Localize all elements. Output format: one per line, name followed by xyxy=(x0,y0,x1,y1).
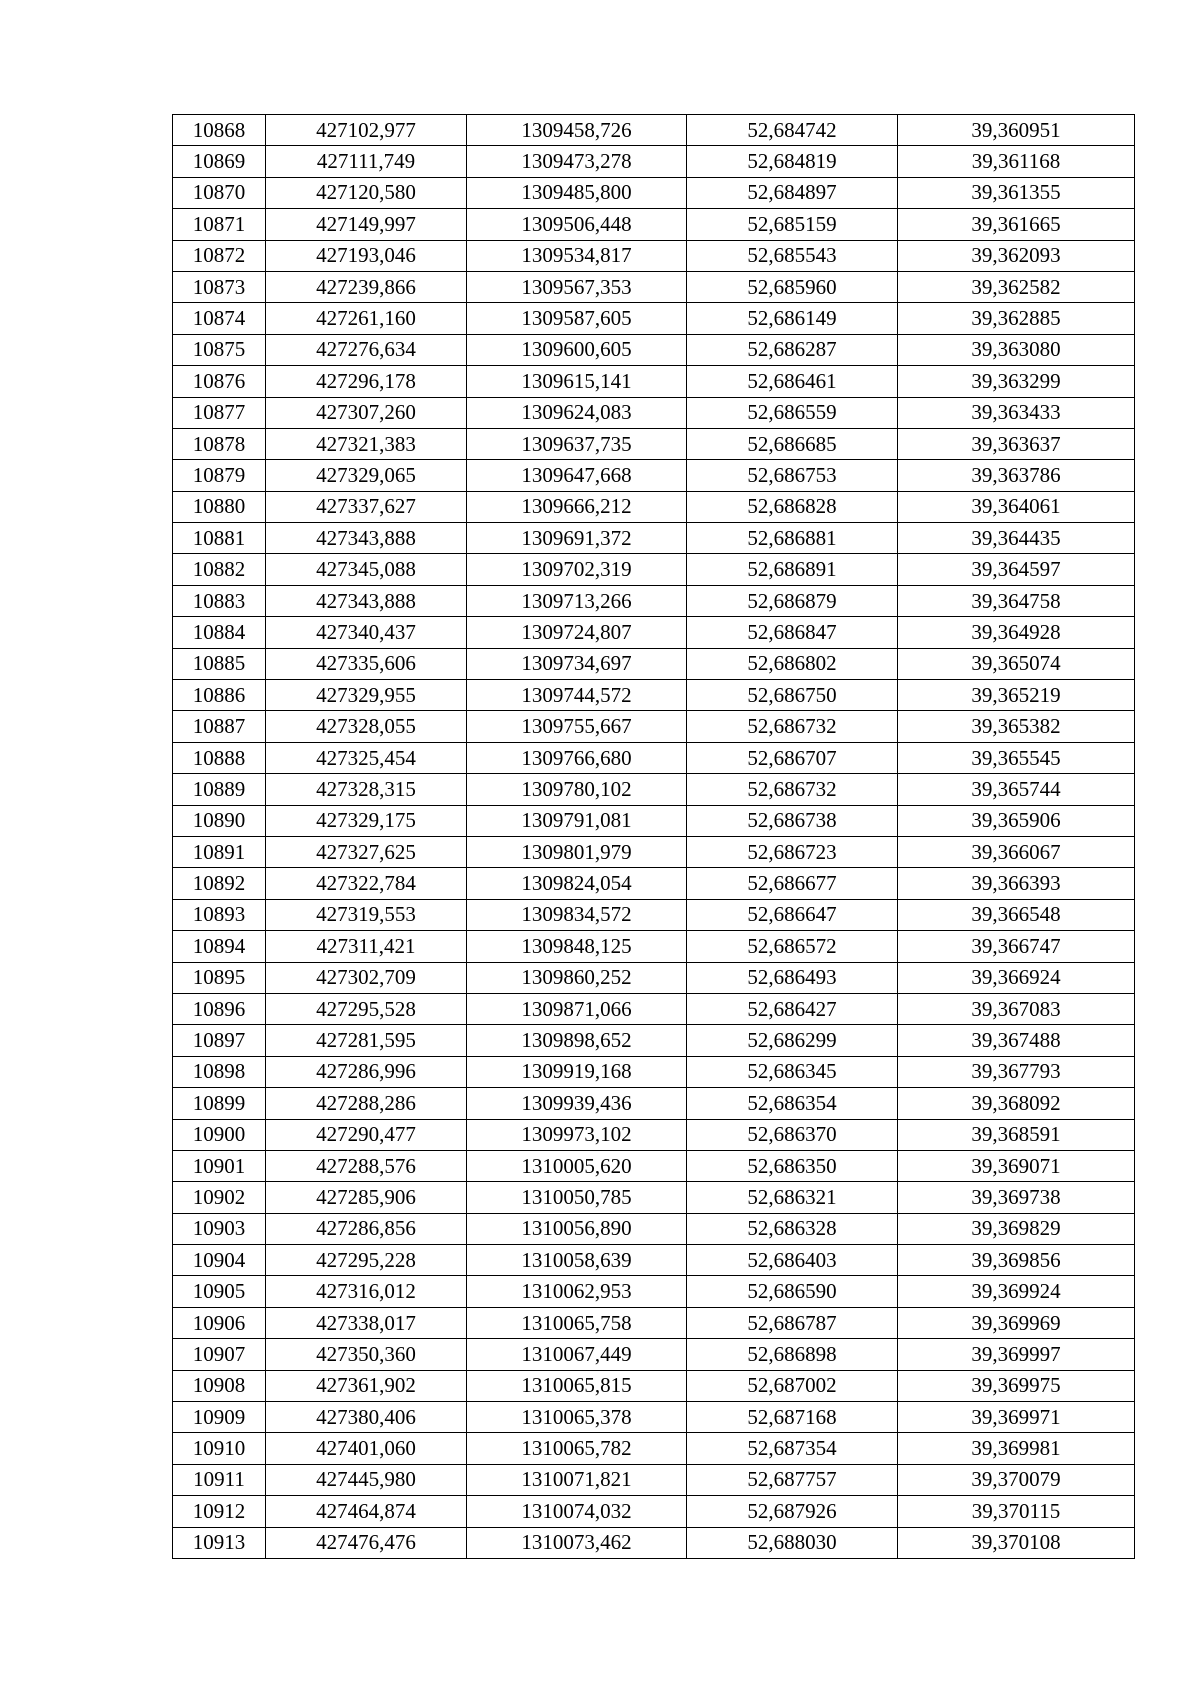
point-number-cell: 10869 xyxy=(173,146,266,177)
y-coordinate-cell: 1310062,953 xyxy=(467,1276,687,1307)
table-row xyxy=(173,1370,1135,1401)
longitude-cell: 39,364758 xyxy=(898,585,1135,616)
y-coordinate-cell: 1309713,266 xyxy=(467,585,687,616)
latitude-cell: 52,686461 xyxy=(687,366,898,397)
y-coordinate-cell: 1310065,758 xyxy=(467,1307,687,1338)
point-number-cell: 10880 xyxy=(173,491,266,522)
latitude-cell: 52,684819 xyxy=(687,146,898,177)
latitude-cell: 52,686787 xyxy=(687,1307,898,1338)
longitude-cell: 39,363299 xyxy=(898,366,1135,397)
x-coordinate-cell: 427328,315 xyxy=(266,774,467,805)
x-coordinate-cell: 427343,888 xyxy=(266,523,467,554)
point-number-cell: 10893 xyxy=(173,899,266,930)
longitude-cell: 39,369969 xyxy=(898,1307,1135,1338)
point-number-cell: 10876 xyxy=(173,366,266,397)
latitude-cell: 52,686881 xyxy=(687,523,898,554)
table-row xyxy=(173,146,1135,177)
latitude-cell: 52,686321 xyxy=(687,1182,898,1213)
longitude-cell: 39,365906 xyxy=(898,805,1135,836)
latitude-cell: 52,685543 xyxy=(687,240,898,271)
longitude-cell: 39,361665 xyxy=(898,209,1135,240)
point-number-cell: 10883 xyxy=(173,585,266,616)
longitude-cell: 39,368092 xyxy=(898,1088,1135,1119)
y-coordinate-cell: 1309791,081 xyxy=(467,805,687,836)
point-number-cell: 10908 xyxy=(173,1370,266,1401)
latitude-cell: 52,685159 xyxy=(687,209,898,240)
y-coordinate-cell: 1309666,212 xyxy=(467,491,687,522)
latitude-cell: 52,686590 xyxy=(687,1276,898,1307)
latitude-cell: 52,686572 xyxy=(687,931,898,962)
longitude-cell: 39,369975 xyxy=(898,1370,1135,1401)
table-row xyxy=(173,1276,1135,1307)
y-coordinate-cell: 1309919,168 xyxy=(467,1056,687,1087)
latitude-cell: 52,686149 xyxy=(687,303,898,334)
table-row xyxy=(173,1527,1135,1558)
x-coordinate-cell: 427111,749 xyxy=(266,146,467,177)
point-number-cell: 10872 xyxy=(173,240,266,271)
y-coordinate-cell: 1310056,890 xyxy=(467,1213,687,1244)
latitude-cell: 52,686738 xyxy=(687,805,898,836)
x-coordinate-cell: 427343,888 xyxy=(266,585,467,616)
y-coordinate-cell: 1309534,817 xyxy=(467,240,687,271)
y-coordinate-cell: 1309691,372 xyxy=(467,523,687,554)
latitude-cell: 52,686707 xyxy=(687,742,898,773)
point-number-cell: 10897 xyxy=(173,1025,266,1056)
table-row xyxy=(173,931,1135,962)
y-coordinate-cell: 1310058,639 xyxy=(467,1245,687,1276)
point-number-cell: 10912 xyxy=(173,1496,266,1527)
point-number-cell: 10903 xyxy=(173,1213,266,1244)
y-coordinate-cell: 1310071,821 xyxy=(467,1464,687,1495)
longitude-cell: 39,369738 xyxy=(898,1182,1135,1213)
longitude-cell: 39,367083 xyxy=(898,993,1135,1024)
y-coordinate-cell: 1309567,353 xyxy=(467,271,687,302)
point-number-cell: 10886 xyxy=(173,680,266,711)
y-coordinate-cell: 1310074,032 xyxy=(467,1496,687,1527)
latitude-cell: 52,687926 xyxy=(687,1496,898,1527)
point-number-cell: 10891 xyxy=(173,836,266,867)
latitude-cell: 52,684897 xyxy=(687,177,898,208)
table-row xyxy=(173,1213,1135,1244)
y-coordinate-cell: 1310065,378 xyxy=(467,1402,687,1433)
x-coordinate-cell: 427322,784 xyxy=(266,868,467,899)
x-coordinate-cell: 427361,902 xyxy=(266,1370,467,1401)
point-number-cell: 10907 xyxy=(173,1339,266,1370)
latitude-cell: 52,686847 xyxy=(687,617,898,648)
table-row xyxy=(173,1119,1135,1150)
y-coordinate-cell: 1309637,735 xyxy=(467,428,687,459)
point-number-cell: 10906 xyxy=(173,1307,266,1338)
longitude-cell: 39,362885 xyxy=(898,303,1135,334)
y-coordinate-cell: 1309734,697 xyxy=(467,648,687,679)
x-coordinate-cell: 427295,528 xyxy=(266,993,467,1024)
latitude-cell: 52,686350 xyxy=(687,1150,898,1181)
longitude-cell: 39,369856 xyxy=(898,1245,1135,1276)
point-number-cell: 10877 xyxy=(173,397,266,428)
y-coordinate-cell: 1310067,449 xyxy=(467,1339,687,1370)
longitude-cell: 39,361355 xyxy=(898,177,1135,208)
x-coordinate-cell: 427286,996 xyxy=(266,1056,467,1087)
y-coordinate-cell: 1309458,726 xyxy=(467,115,687,146)
x-coordinate-cell: 427476,476 xyxy=(266,1527,467,1558)
longitude-cell: 39,368591 xyxy=(898,1119,1135,1150)
latitude-cell: 52,686403 xyxy=(687,1245,898,1276)
x-coordinate-cell: 427307,260 xyxy=(266,397,467,428)
table-row xyxy=(173,1245,1135,1276)
point-number-cell: 10902 xyxy=(173,1182,266,1213)
longitude-cell: 39,369981 xyxy=(898,1433,1135,1464)
y-coordinate-cell: 1309600,605 xyxy=(467,334,687,365)
longitude-cell: 39,365744 xyxy=(898,774,1135,805)
latitude-cell: 52,686559 xyxy=(687,397,898,428)
latitude-cell: 52,686750 xyxy=(687,680,898,711)
table-row xyxy=(173,617,1135,648)
x-coordinate-cell: 427302,709 xyxy=(266,962,467,993)
table-row xyxy=(173,774,1135,805)
longitude-cell: 39,366548 xyxy=(898,899,1135,930)
y-coordinate-cell: 1310065,815 xyxy=(467,1370,687,1401)
table-row xyxy=(173,523,1135,554)
x-coordinate-cell: 427345,088 xyxy=(266,554,467,585)
longitude-cell: 39,369829 xyxy=(898,1213,1135,1244)
y-coordinate-cell: 1310065,782 xyxy=(467,1433,687,1464)
x-coordinate-cell: 427288,576 xyxy=(266,1150,467,1181)
y-coordinate-cell: 1309848,125 xyxy=(467,931,687,962)
point-number-cell: 10899 xyxy=(173,1088,266,1119)
latitude-cell: 52,687757 xyxy=(687,1464,898,1495)
latitude-cell: 52,688030 xyxy=(687,1527,898,1558)
x-coordinate-cell: 427380,406 xyxy=(266,1402,467,1433)
y-coordinate-cell: 1309647,668 xyxy=(467,460,687,491)
table-row xyxy=(173,993,1135,1024)
latitude-cell: 52,686732 xyxy=(687,711,898,742)
point-number-cell: 10868 xyxy=(173,115,266,146)
longitude-cell: 39,369997 xyxy=(898,1339,1135,1370)
point-number-cell: 10909 xyxy=(173,1402,266,1433)
table-row xyxy=(173,491,1135,522)
point-number-cell: 10910 xyxy=(173,1433,266,1464)
y-coordinate-cell: 1309624,083 xyxy=(467,397,687,428)
latitude-cell: 52,687168 xyxy=(687,1402,898,1433)
longitude-cell: 39,366924 xyxy=(898,962,1135,993)
longitude-cell: 39,369924 xyxy=(898,1276,1135,1307)
table-row xyxy=(173,460,1135,491)
table-row xyxy=(173,585,1135,616)
point-number-cell: 10913 xyxy=(173,1527,266,1558)
x-coordinate-cell: 427285,906 xyxy=(266,1182,467,1213)
x-coordinate-cell: 427445,980 xyxy=(266,1464,467,1495)
y-coordinate-cell: 1309473,278 xyxy=(467,146,687,177)
latitude-cell: 52,684742 xyxy=(687,115,898,146)
point-number-cell: 10905 xyxy=(173,1276,266,1307)
y-coordinate-cell: 1310050,785 xyxy=(467,1182,687,1213)
point-number-cell: 10887 xyxy=(173,711,266,742)
y-coordinate-cell: 1309801,979 xyxy=(467,836,687,867)
table-row xyxy=(173,868,1135,899)
longitude-cell: 39,367488 xyxy=(898,1025,1135,1056)
point-number-cell: 10888 xyxy=(173,742,266,773)
longitude-cell: 39,369071 xyxy=(898,1150,1135,1181)
y-coordinate-cell: 1310005,620 xyxy=(467,1150,687,1181)
longitude-cell: 39,361168 xyxy=(898,146,1135,177)
x-coordinate-cell: 427316,012 xyxy=(266,1276,467,1307)
table-row xyxy=(173,1025,1135,1056)
table-row xyxy=(173,1339,1135,1370)
longitude-cell: 39,364928 xyxy=(898,617,1135,648)
x-coordinate-cell: 427193,046 xyxy=(266,240,467,271)
latitude-cell: 52,687002 xyxy=(687,1370,898,1401)
point-number-cell: 10911 xyxy=(173,1464,266,1495)
coordinates-table xyxy=(172,114,1135,1559)
y-coordinate-cell: 1309755,667 xyxy=(467,711,687,742)
latitude-cell: 52,686354 xyxy=(687,1088,898,1119)
table-row xyxy=(173,648,1135,679)
point-number-cell: 10894 xyxy=(173,931,266,962)
point-number-cell: 10896 xyxy=(173,993,266,1024)
longitude-cell: 39,362093 xyxy=(898,240,1135,271)
x-coordinate-cell: 427329,955 xyxy=(266,680,467,711)
y-coordinate-cell: 1309744,572 xyxy=(467,680,687,711)
x-coordinate-cell: 427290,477 xyxy=(266,1119,467,1150)
point-number-cell: 10895 xyxy=(173,962,266,993)
point-number-cell: 10870 xyxy=(173,177,266,208)
table-row xyxy=(173,209,1135,240)
x-coordinate-cell: 427149,997 xyxy=(266,209,467,240)
point-number-cell: 10871 xyxy=(173,209,266,240)
point-number-cell: 10900 xyxy=(173,1119,266,1150)
y-coordinate-cell: 1309587,605 xyxy=(467,303,687,334)
y-coordinate-cell: 1309485,800 xyxy=(467,177,687,208)
latitude-cell: 52,686828 xyxy=(687,491,898,522)
longitude-cell: 39,364435 xyxy=(898,523,1135,554)
longitude-cell: 39,365074 xyxy=(898,648,1135,679)
y-coordinate-cell: 1309898,652 xyxy=(467,1025,687,1056)
longitude-cell: 39,366747 xyxy=(898,931,1135,962)
latitude-cell: 52,687354 xyxy=(687,1433,898,1464)
longitude-cell: 39,362582 xyxy=(898,271,1135,302)
y-coordinate-cell: 1309766,680 xyxy=(467,742,687,773)
table-row xyxy=(173,1433,1135,1464)
latitude-cell: 52,686647 xyxy=(687,899,898,930)
longitude-cell: 39,367793 xyxy=(898,1056,1135,1087)
table-row xyxy=(173,962,1135,993)
x-coordinate-cell: 427120,580 xyxy=(266,177,467,208)
y-coordinate-cell: 1309939,436 xyxy=(467,1088,687,1119)
longitude-cell: 39,364597 xyxy=(898,554,1135,585)
x-coordinate-cell: 427276,634 xyxy=(266,334,467,365)
point-number-cell: 10878 xyxy=(173,428,266,459)
point-number-cell: 10885 xyxy=(173,648,266,679)
table-row xyxy=(173,334,1135,365)
latitude-cell: 52,686427 xyxy=(687,993,898,1024)
coordinates-table-body xyxy=(173,115,1135,1559)
table-row xyxy=(173,115,1135,146)
table-row xyxy=(173,899,1135,930)
x-coordinate-cell: 427321,383 xyxy=(266,428,467,459)
x-coordinate-cell: 427102,977 xyxy=(266,115,467,146)
table-row xyxy=(173,742,1135,773)
x-coordinate-cell: 427464,874 xyxy=(266,1496,467,1527)
y-coordinate-cell: 1309860,252 xyxy=(467,962,687,993)
longitude-cell: 39,365382 xyxy=(898,711,1135,742)
latitude-cell: 52,686299 xyxy=(687,1025,898,1056)
x-coordinate-cell: 427325,454 xyxy=(266,742,467,773)
point-number-cell: 10879 xyxy=(173,460,266,491)
y-coordinate-cell: 1309702,319 xyxy=(467,554,687,585)
x-coordinate-cell: 427288,286 xyxy=(266,1088,467,1119)
longitude-cell: 39,365545 xyxy=(898,742,1135,773)
longitude-cell: 39,370108 xyxy=(898,1527,1135,1558)
x-coordinate-cell: 427261,160 xyxy=(266,303,467,334)
x-coordinate-cell: 427311,421 xyxy=(266,931,467,962)
latitude-cell: 52,686891 xyxy=(687,554,898,585)
table-row xyxy=(173,1496,1135,1527)
y-coordinate-cell: 1309780,102 xyxy=(467,774,687,805)
x-coordinate-cell: 427401,060 xyxy=(266,1433,467,1464)
latitude-cell: 52,686723 xyxy=(687,836,898,867)
latitude-cell: 52,686898 xyxy=(687,1339,898,1370)
latitude-cell: 52,686287 xyxy=(687,334,898,365)
y-coordinate-cell: 1310073,462 xyxy=(467,1527,687,1558)
longitude-cell: 39,363080 xyxy=(898,334,1135,365)
x-coordinate-cell: 427337,627 xyxy=(266,491,467,522)
table-row xyxy=(173,711,1135,742)
point-number-cell: 10882 xyxy=(173,554,266,585)
longitude-cell: 39,370079 xyxy=(898,1464,1135,1495)
table-row xyxy=(173,1088,1135,1119)
table-row xyxy=(173,1402,1135,1433)
table-row xyxy=(173,271,1135,302)
latitude-cell: 52,686802 xyxy=(687,648,898,679)
longitude-cell: 39,365219 xyxy=(898,680,1135,711)
latitude-cell: 52,686328 xyxy=(687,1213,898,1244)
point-number-cell: 10874 xyxy=(173,303,266,334)
longitude-cell: 39,363786 xyxy=(898,460,1135,491)
table-row xyxy=(173,428,1135,459)
longitude-cell: 39,366067 xyxy=(898,836,1135,867)
longitude-cell: 39,363637 xyxy=(898,428,1135,459)
table-row xyxy=(173,366,1135,397)
longitude-cell: 39,369971 xyxy=(898,1402,1135,1433)
x-coordinate-cell: 427329,175 xyxy=(266,805,467,836)
point-number-cell: 10904 xyxy=(173,1245,266,1276)
table-row xyxy=(173,680,1135,711)
point-number-cell: 10875 xyxy=(173,334,266,365)
table-row xyxy=(173,397,1135,428)
point-number-cell: 10898 xyxy=(173,1056,266,1087)
latitude-cell: 52,686879 xyxy=(687,585,898,616)
latitude-cell: 52,686685 xyxy=(687,428,898,459)
y-coordinate-cell: 1309824,054 xyxy=(467,868,687,899)
latitude-cell: 52,686345 xyxy=(687,1056,898,1087)
table-row xyxy=(173,1307,1135,1338)
x-coordinate-cell: 427239,866 xyxy=(266,271,467,302)
x-coordinate-cell: 427286,856 xyxy=(266,1213,467,1244)
latitude-cell: 52,686677 xyxy=(687,868,898,899)
x-coordinate-cell: 427350,360 xyxy=(266,1339,467,1370)
table-row xyxy=(173,240,1135,271)
table-row xyxy=(173,1150,1135,1181)
x-coordinate-cell: 427281,595 xyxy=(266,1025,467,1056)
point-number-cell: 10901 xyxy=(173,1150,266,1181)
longitude-cell: 39,364061 xyxy=(898,491,1135,522)
x-coordinate-cell: 427340,437 xyxy=(266,617,467,648)
x-coordinate-cell: 427335,606 xyxy=(266,648,467,679)
table-row xyxy=(173,303,1135,334)
point-number-cell: 10892 xyxy=(173,868,266,899)
point-number-cell: 10884 xyxy=(173,617,266,648)
table-row xyxy=(173,1182,1135,1213)
latitude-cell: 52,686732 xyxy=(687,774,898,805)
point-number-cell: 10881 xyxy=(173,523,266,554)
table-row xyxy=(173,1464,1135,1495)
point-number-cell: 10873 xyxy=(173,271,266,302)
latitude-cell: 52,686370 xyxy=(687,1119,898,1150)
table-row xyxy=(173,177,1135,208)
latitude-cell: 52,686493 xyxy=(687,962,898,993)
x-coordinate-cell: 427295,228 xyxy=(266,1245,467,1276)
y-coordinate-cell: 1309973,102 xyxy=(467,1119,687,1150)
y-coordinate-cell: 1309724,807 xyxy=(467,617,687,648)
x-coordinate-cell: 427319,553 xyxy=(266,899,467,930)
longitude-cell: 39,370115 xyxy=(898,1496,1135,1527)
y-coordinate-cell: 1309615,141 xyxy=(467,366,687,397)
longitude-cell: 39,360951 xyxy=(898,115,1135,146)
x-coordinate-cell: 427327,625 xyxy=(266,836,467,867)
x-coordinate-cell: 427338,017 xyxy=(266,1307,467,1338)
longitude-cell: 39,366393 xyxy=(898,868,1135,899)
y-coordinate-cell: 1309871,066 xyxy=(467,993,687,1024)
latitude-cell: 52,686753 xyxy=(687,460,898,491)
x-coordinate-cell: 427329,065 xyxy=(266,460,467,491)
table-row xyxy=(173,805,1135,836)
point-number-cell: 10890 xyxy=(173,805,266,836)
table-row xyxy=(173,836,1135,867)
latitude-cell: 52,685960 xyxy=(687,271,898,302)
x-coordinate-cell: 427296,178 xyxy=(266,366,467,397)
table-row xyxy=(173,1056,1135,1087)
y-coordinate-cell: 1309506,448 xyxy=(467,209,687,240)
x-coordinate-cell: 427328,055 xyxy=(266,711,467,742)
y-coordinate-cell: 1309834,572 xyxy=(467,899,687,930)
table-row xyxy=(173,554,1135,585)
point-number-cell: 10889 xyxy=(173,774,266,805)
longitude-cell: 39,363433 xyxy=(898,397,1135,428)
